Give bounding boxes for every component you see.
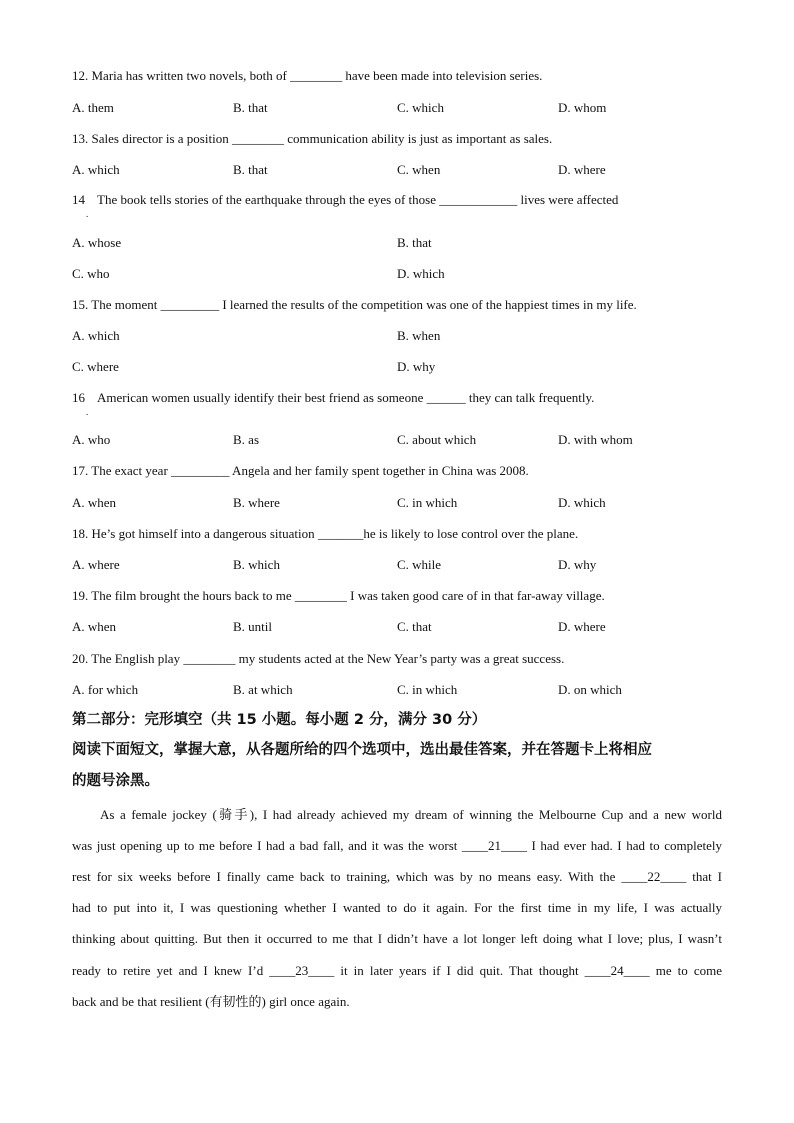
question-16-stem: American women usually identify their best friend as someone ______ they can talk frequently. bbox=[97, 390, 595, 405]
question-13-option-d: D. where bbox=[558, 162, 606, 177]
question-14-number: 14 bbox=[72, 192, 85, 207]
passage-line: back and be that resilient (有韧性的) girl once again. bbox=[72, 994, 350, 1009]
passage-line: had to put into it, I was questioning whether I wanted to do it again. For the first time in my life, I was actually bbox=[72, 900, 722, 915]
question-16-option-b: B. as bbox=[233, 432, 259, 447]
question-12-option-c: C. which bbox=[397, 100, 444, 115]
question-20-option-b: B. at which bbox=[233, 682, 293, 697]
question-17-option-a: A. when bbox=[72, 495, 117, 510]
question-14-option-d: D. which bbox=[397, 266, 445, 281]
question-20-option-a: A. for which bbox=[72, 682, 139, 697]
question-14-option-b: B. that bbox=[397, 235, 432, 250]
question-18-option-a: A. where bbox=[72, 557, 120, 572]
passage-line: ready to retire yet and I knew I’d ____23____ it in later years if I did quit. That thought ____24____ me to come bbox=[72, 963, 722, 978]
question-19-stem: 19. The film brought the hours back to me ________ I was taken good care of in that far-away village. bbox=[72, 588, 605, 603]
question-18-option-c: C. while bbox=[397, 557, 442, 572]
question-19-option-b: B. until bbox=[233, 619, 273, 634]
question-17-option-c: C. in which bbox=[397, 495, 458, 510]
question-19-option-c: C. that bbox=[397, 619, 432, 634]
question-12-option-d: D. whom bbox=[558, 100, 607, 115]
question-15-stem: 15. The moment _________ I learned the results of the competition was one of the happiest times in my life. bbox=[72, 297, 637, 312]
question-19-option-d: D. where bbox=[558, 619, 606, 634]
passage-line: As a female jockey (骑手), I had already achieved my dream of winning the Melbourne Cup and a new world bbox=[100, 807, 722, 822]
question-12-stem: 12. Maria has written two novels, both of ________ have been made into television series. bbox=[72, 68, 543, 83]
question-15-option-d: D. why bbox=[397, 359, 436, 374]
question-19-option-a: A. when bbox=[72, 619, 117, 634]
question-15-option-b: B. when bbox=[397, 328, 441, 343]
question-16-option-a: A. who bbox=[72, 432, 111, 447]
question-16-option-d: D. with whom bbox=[558, 432, 633, 447]
question-13-stem: 13. Sales director is a position ________ communication ability is just as important as sales. bbox=[72, 131, 553, 146]
question-15-option-a: A. which bbox=[72, 328, 120, 343]
question-16-dot: . bbox=[86, 407, 89, 417]
question-13-option-c: C. when bbox=[397, 162, 441, 177]
question-14-dot: . bbox=[86, 209, 89, 219]
question-15-option-c: C. where bbox=[72, 359, 119, 374]
question-12-option-b: B. that bbox=[233, 100, 268, 115]
section-instruction-line-1: 阅读下面短文，掌握大意，从各题所给的四个选项中，选出最佳答案，并在答题卡上将相应 bbox=[72, 742, 652, 758]
section-instruction-line-2: 的题号涂黑。 bbox=[72, 773, 159, 789]
passage-line: thinking about quitting. But then it occurred to me that I didn’t have a lot longer left doing what I love; plus, I wasn’t bbox=[72, 931, 722, 946]
question-14-stem: The book tells stories of the earthquake through the eyes of those ____________ lives were affected bbox=[97, 192, 619, 207]
question-12-option-a: A. them bbox=[72, 100, 114, 115]
question-20-option-d: D. on which bbox=[558, 682, 622, 697]
question-17-option-b: B. where bbox=[233, 495, 280, 510]
question-13-option-a: A. which bbox=[72, 162, 120, 177]
question-18-option-b: B. which bbox=[233, 557, 280, 572]
question-14-option-a: A. whose bbox=[72, 235, 122, 250]
question-16-option-c: C. about which bbox=[397, 432, 477, 447]
question-13-option-b: B. that bbox=[233, 162, 268, 177]
section-title: 第二部分：完形填空（共 15 小题。每小题 2 分，满分 30 分） bbox=[72, 712, 487, 728]
question-20-stem: 20. The English play ________ my students acted at the New Year’s party was a great success. bbox=[72, 651, 565, 666]
question-16-number: 16 bbox=[72, 390, 85, 405]
question-18-stem: 18. He’s got himself into a dangerous situation _______he is likely to lose control over the plane. bbox=[72, 526, 579, 541]
question-14-option-c: C. who bbox=[72, 266, 110, 281]
question-20-option-c: C. in which bbox=[397, 682, 458, 697]
question-17-stem: 17. The exact year _________ Angela and her family spent together in China was 2008. bbox=[72, 463, 529, 478]
passage-line: was just opening up to me before I had a bad fall, and it was the worst ____21____ I had ever had. I had to completely bbox=[72, 838, 722, 853]
question-17-option-d: D. which bbox=[558, 495, 606, 510]
question-18-option-d: D. why bbox=[558, 557, 597, 572]
passage-line: rest for six weeks before I finally came back to training, which was by no means easy. With the ____22____ that I bbox=[72, 869, 722, 884]
